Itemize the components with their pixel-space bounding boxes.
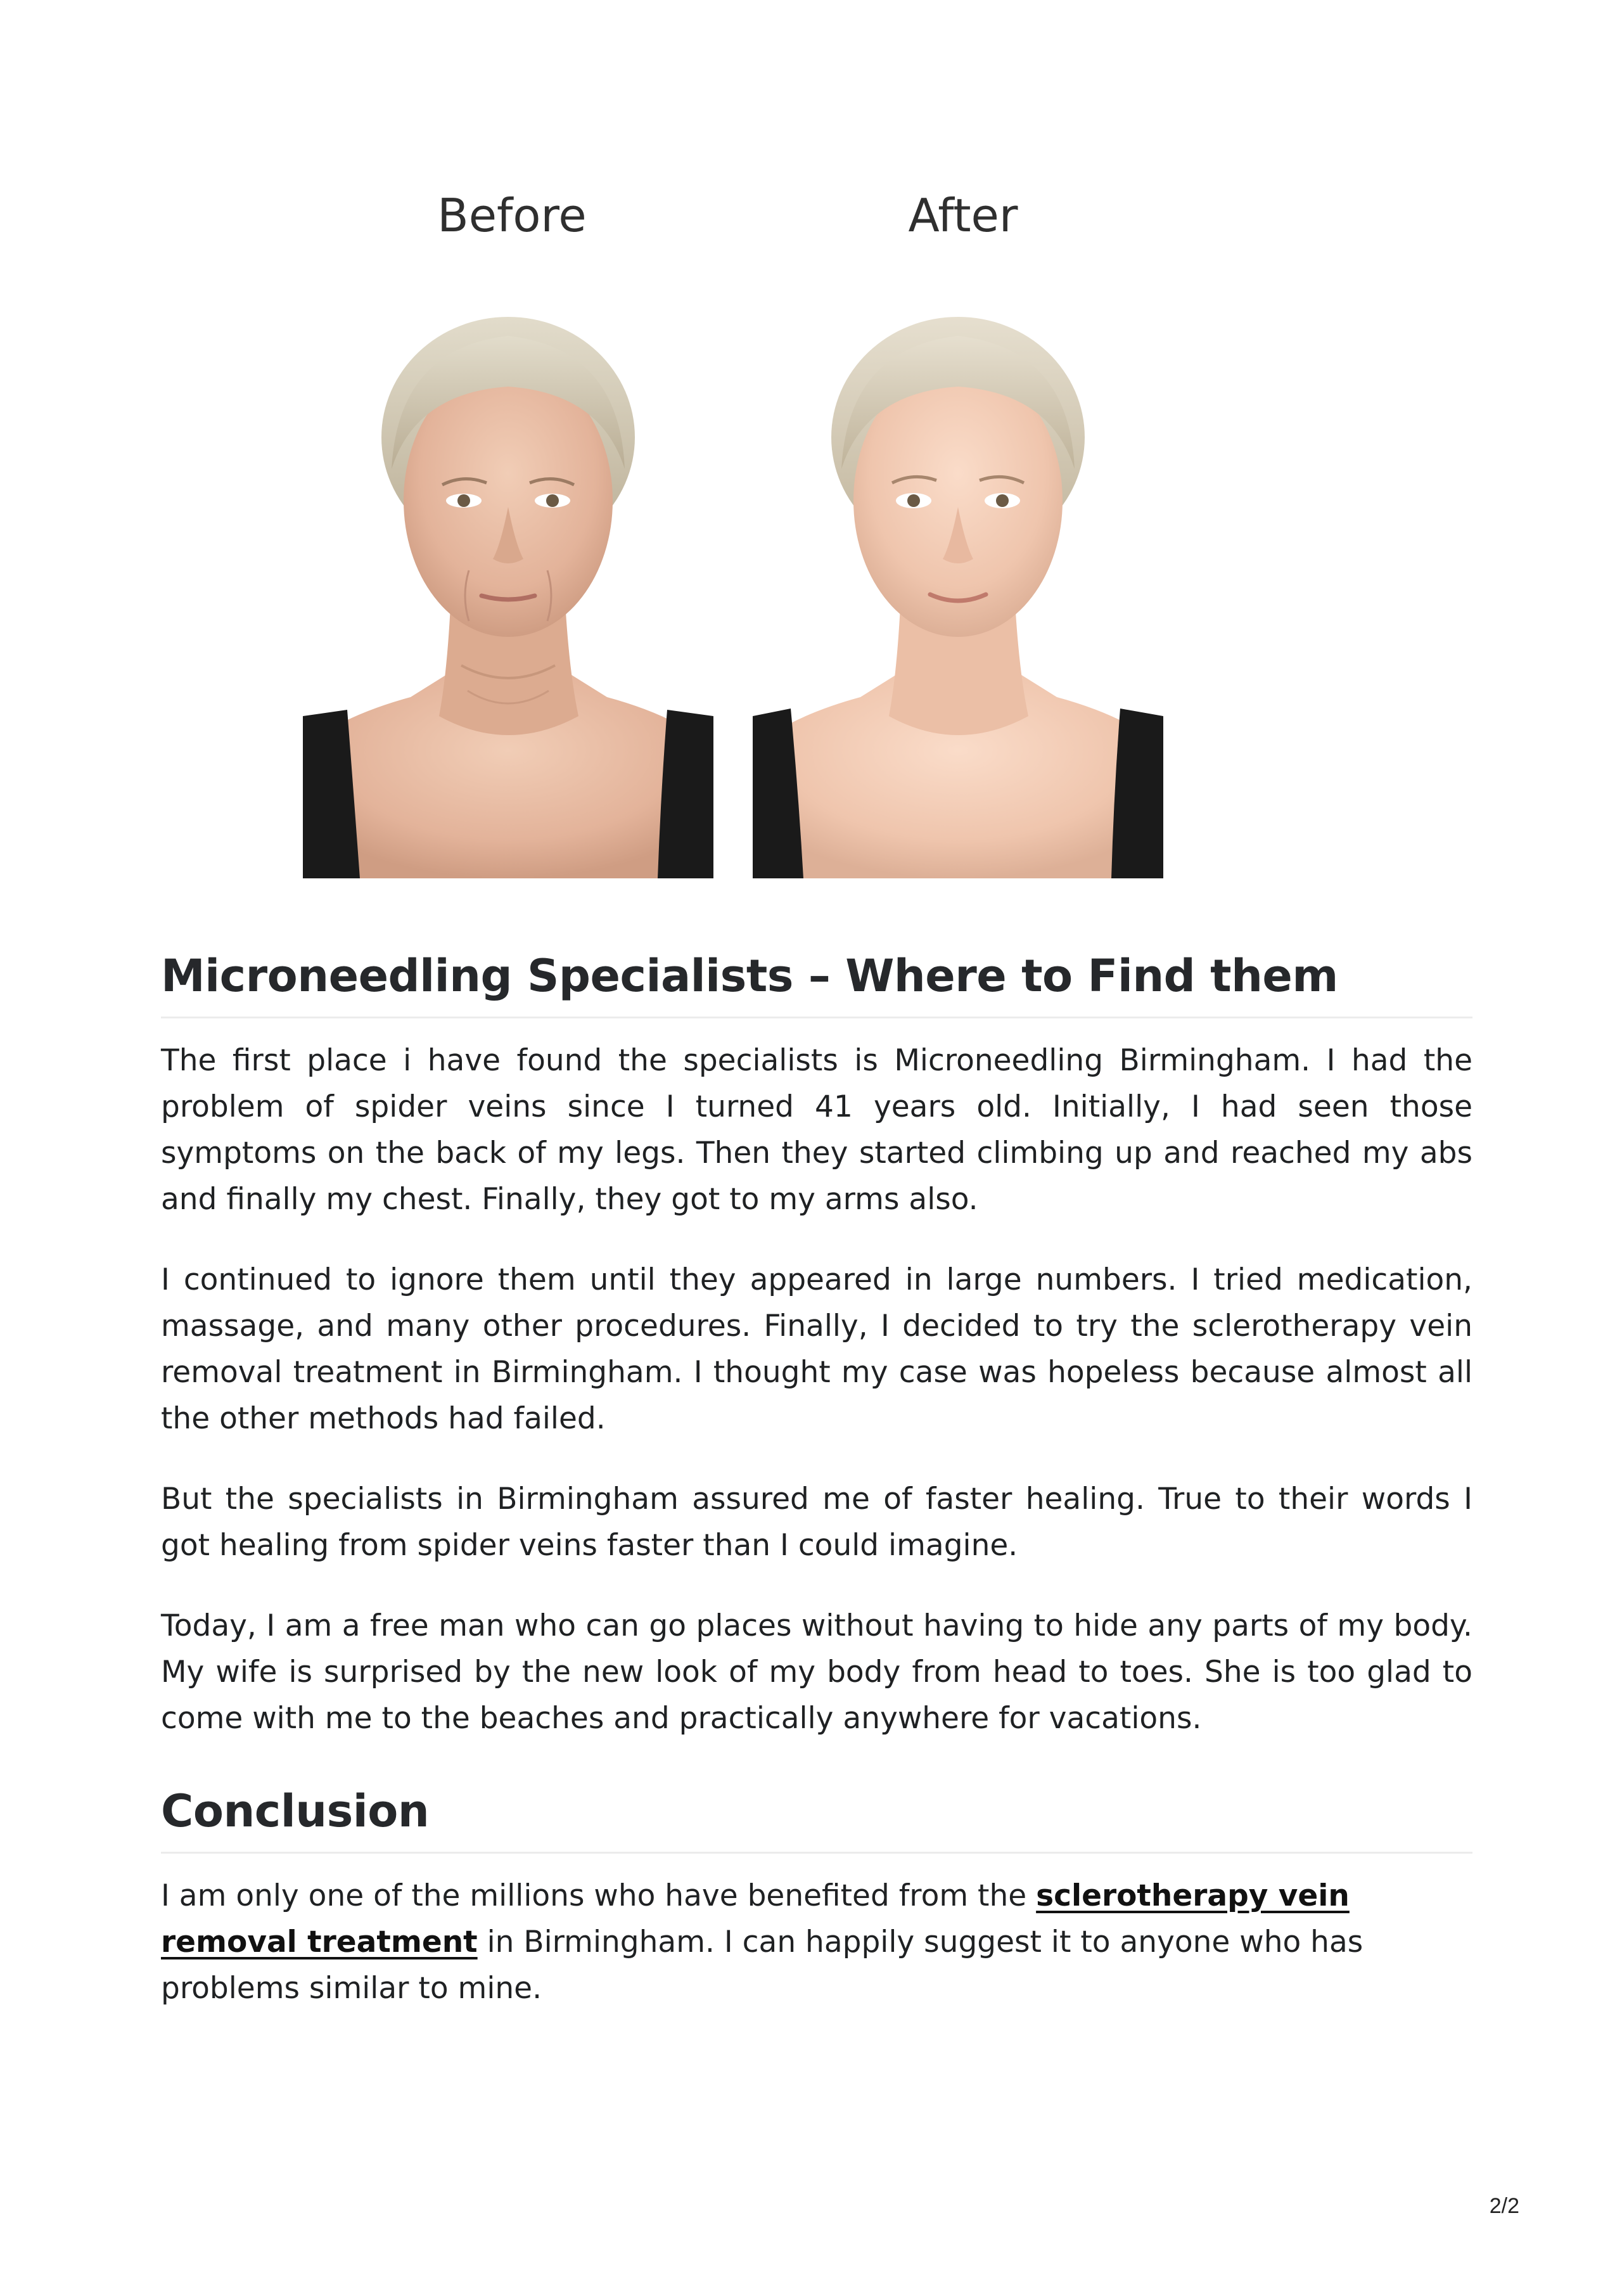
paragraph: Today, I am a free man who can go places without having to hide any parts of my body. My wife is surprised by the new look of my body from head to toes. She is too glad to come with me to the beaches and practically anywhere for vacations. xyxy=(161,1608,1472,1736)
section-heading-specialists: Microneedling Specialists – Where to Find them xyxy=(161,944,1472,1018)
paragraph: I continued to ignore them until they appeared in large numbers. I tried medication, massage, and many other procedures. Finally, I decided to try the sclerotherapy vein removal treatment in Birmingham. I thought my case was hopeless because almost all the other methods had failed. xyxy=(161,1262,1472,1436)
conclusion-paragraph xyxy=(161,1873,1472,2011)
before-after-figure xyxy=(303,184,1172,878)
paragraph: But the specialists in Birmingham assured me of faster healing. True to their words I got healing from spider veins faster than I could imagine. xyxy=(161,1482,1472,1563)
after-label: After xyxy=(908,189,1018,242)
paragraph: The first place i have found the specialists is Microneedling Birmingham. I had the problem of spider veins since I turned 41 years old. Initially, I had seen those symptoms on the back of my legs. Then they started climbing up and reached my abs and finally my chest. Finally, they got to my arms also. xyxy=(161,1043,1472,1217)
before-label: Before xyxy=(437,189,587,242)
after-portrait-image xyxy=(753,311,1163,878)
before-portrait-image xyxy=(303,311,713,878)
conclusion-text-before-link: I am only one of the millions who have benefited from the xyxy=(161,1878,1037,1913)
sclerotherapy-treatment-link[interactable]: sclerotherapy vein removal treatment xyxy=(161,1878,1350,1959)
page-number: 2/2 xyxy=(1489,2194,1519,2218)
conclusion-text-after-link: in Birmingham. I can happily suggest it to anyone who has problems similar to mine. xyxy=(161,1925,1363,2006)
section-heading-conclusion: Conclusion xyxy=(161,1780,1472,1854)
article-body xyxy=(161,944,1472,2011)
